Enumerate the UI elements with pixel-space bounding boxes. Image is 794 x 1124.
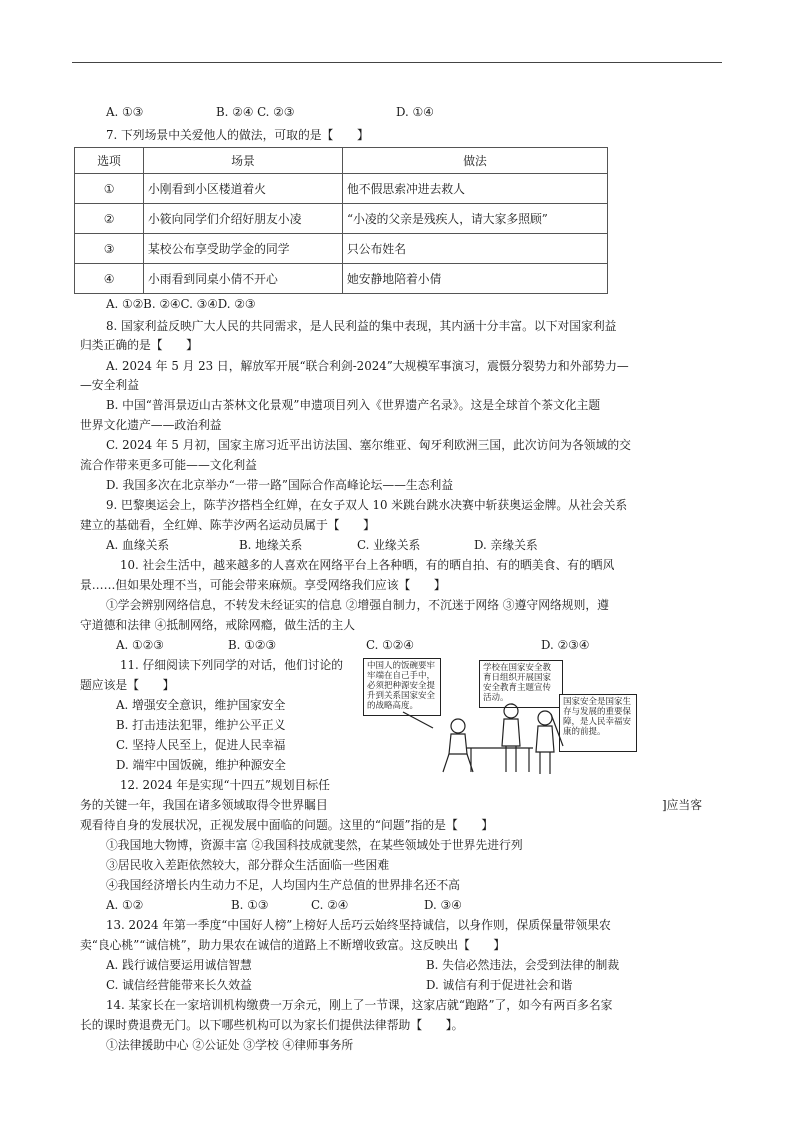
q14-stem-line: 14. 某家长在一家培训机构缴费一万余元，刚上了一节课，这家店就“跑路”了，如今有两百多名家 xyxy=(106,998,613,1012)
q7-options: A. ①②B. ②④C. ③④D. ②③ xyxy=(106,297,256,311)
q8-option-c-cont: 流合作带来更多可能——文化利益 xyxy=(80,458,257,472)
table-cell: 小雨看到同桌小倩不开心 xyxy=(144,264,343,294)
q8-option-a-cont: —安全利益 xyxy=(80,378,139,392)
q7-header-option: 选项 xyxy=(75,148,144,174)
q7-table xyxy=(74,147,608,294)
q10-option-d: D. ②③④ xyxy=(541,638,590,652)
table-row xyxy=(75,174,608,204)
q7-table-header xyxy=(75,148,608,174)
q12-statement: ③居民收入差距依然较大，部分群众生活面临一些困难 xyxy=(106,858,390,872)
q12-option-b: B. ①③ xyxy=(231,898,269,912)
q8-option-b-cont: 世界文化遗产——政治利益 xyxy=(80,418,222,432)
q11-option-b: B. 打击违法犯罪，维护公平正义 xyxy=(116,718,286,732)
table-cell: 某校公布享受助学金的同学 xyxy=(144,234,343,264)
q12-statement: ④我国经济增长内生动力不足，人均国内生产总值的世界排名还不高 xyxy=(106,878,460,892)
q10-stem-line: 10. 社会生活中，越来越多的人喜欢在网络平台上各种晒，有的晒自拍、有的晒美食、有的晒风 xyxy=(120,558,615,572)
q8-option-c: C. 2024 年 5 月初，国家主席习近平出访法国、塞尔维亚、匈牙利欧洲三国，此次访问为各领域的交 xyxy=(106,438,631,452)
q10-option-c: C. ①②④ xyxy=(366,638,414,652)
top-rule xyxy=(72,62,722,63)
q9-option-c: C. 业缘关系 xyxy=(357,538,421,552)
q11-stem-line: 11. 仔细阅读下列同学的对话，他们讨论的 xyxy=(120,658,344,672)
table-row xyxy=(75,204,608,234)
q9-option-d: D. 亲缘关系 xyxy=(474,538,538,552)
q8-option-b: B. 中国“普洱景迈山古茶林文化景观”申遗项目列入《世界遗产名录》。这是全球首个茶文化主题 xyxy=(106,398,601,412)
q13-stem-line: 13. 2024 年第一季度“中国好人榜”上榜好人岳巧云始终坚持诚信，以身作则，保质保量带领果农 xyxy=(106,918,611,932)
q12-stem-line: 观看待自身的发展状况，正视发展中面临的问题。这里的“问题”指的是【 】 xyxy=(80,818,494,832)
table-cell: 小筱向同学们介绍好朋友小凌 xyxy=(144,204,343,234)
q10-option-a: A. ①②③ xyxy=(116,638,164,652)
q6-option-d: D. ①④ xyxy=(396,105,434,119)
q12-stem-fragment: ]应当客 xyxy=(662,798,702,812)
table-cell: ④ xyxy=(75,264,144,294)
q11-option-c: C. 坚持人民至上，促进人民幸福 xyxy=(116,738,286,752)
q9-stem-line: 建立的基础看，全红婵、陈芋汐两名运动员属于【 】 xyxy=(80,518,375,532)
q9-option-b: B. 地缘关系 xyxy=(239,538,303,552)
speech-bubble-middle: 学校在国家安全教育日组织开展国家安全教育主题宣传活动。 xyxy=(479,660,563,708)
q12-stem-line: 12. 2024 年是实现“十四五”规划目标任 xyxy=(120,778,330,792)
q14-stem-line: 长的课时费退费无门。以下哪些机构可以为家长们提供法律帮助【 】。 xyxy=(80,1018,464,1032)
q10-option-b: B. ①②③ xyxy=(228,638,276,652)
q11-stem-line: 题应该是【 】 xyxy=(80,678,175,692)
q10-statement: ①学会辨别网络信息，不转发未经证实的信息 ②增强自制力，不沉迷于网络 ③遵守网络规则，遵 xyxy=(106,598,609,612)
table-cell: 他不假思索冲进去救人 xyxy=(343,174,608,204)
q10-statement-cont: 守道德和法律 ④抵制网络，戒除网瘾，做生活的主人 xyxy=(80,618,356,632)
q10-stem-line: 景……但如果处理不当，可能会带来麻烦。享受网络我们应该【 】 xyxy=(80,578,446,592)
q11-illustration xyxy=(363,656,657,776)
speech-bubble-right: 国家安全是国家生存与发展的重要保障，是人民幸福安康的前提。 xyxy=(559,694,637,752)
q13-option-a: A. 践行诚信要运用诚信智慧 xyxy=(106,958,252,972)
q14-statements: ①法律援助中心 ②公证处 ③学校 ④律师事务所 xyxy=(106,1038,354,1052)
q12-option-a: A. ①② xyxy=(106,898,144,912)
q12-option-c: C. ②④ xyxy=(311,898,349,912)
q8-stem-line: 8. 国家利益反映广大人民的共同需求，是人民利益的集中表现，其内涵十分丰富。以下对国家利益 xyxy=(106,319,617,333)
students-drawing xyxy=(363,656,657,776)
q8-option-d: D. 我国多次在北京举办“一带一路”国际合作高峰论坛——生态利益 xyxy=(106,478,454,492)
q6-option-a: A. ①③ xyxy=(106,105,144,119)
speech-bubble-left: 中国人的饭碗要牢牢端在自己手中，必须把种源安全提升到关系国家安全的战略高度。 xyxy=(363,658,441,716)
q8-option-a: A. 2024 年 5 月 23 日，解放军开展“联合利剑-2024”大规模军事演习，震慑分裂势力和外部势力— xyxy=(106,359,629,373)
table-row xyxy=(75,264,608,294)
table-row xyxy=(75,234,608,264)
table-cell: 只公布姓名 xyxy=(343,234,608,264)
q12-option-d: D. ③④ xyxy=(424,898,462,912)
q7-stem: 7. 下列场景中关爱他人的做法，可取的是【 】 xyxy=(106,128,369,142)
table-cell: ① xyxy=(75,174,144,204)
q12-stem-line: 务的关键一年，我国在诸多领域取得令世界瞩目 xyxy=(80,798,328,812)
q7-header-scene: 场景 xyxy=(144,148,343,174)
table-cell: “小凌的父亲是残疾人，请大家多照顾” xyxy=(343,204,608,234)
q12-statement: ①我国地大物博，资源丰富 ②我国科技成就斐然，在某些领域处于世界先进行列 xyxy=(106,838,523,852)
q9-stem-line: 9. 巴黎奥运会上，陈芋汐搭档全红婵，在女子双人 10 米跳台跳水决赛中斩获奥运金牌。从社会关系 xyxy=(106,498,628,512)
q13-option-b: B. 失信必然违法，会受到法律的制裁 xyxy=(426,958,620,972)
q8-stem-line: 归类正确的是【 】 xyxy=(80,338,198,352)
table-cell: 她安静地陪着小倩 xyxy=(343,264,608,294)
table-cell: ③ xyxy=(75,234,144,264)
q13-option-c: C. 诚信经营能带来长久效益 xyxy=(106,978,252,992)
q6-option-bc: B. ②④ C. ②③ xyxy=(216,105,295,119)
q7-header-action: 做法 xyxy=(343,148,608,174)
table-cell: 小刚看到小区楼道着火 xyxy=(144,174,343,204)
q13-stem-line: 卖“良心桃”“诚信桃”，助力果农在诚信的道路上不断增收致富。这反映出【 】 xyxy=(80,938,506,952)
q9-option-a: A. 血缘关系 xyxy=(106,538,170,552)
table-cell: ② xyxy=(75,204,144,234)
q11-option-a: A. 增强安全意识，维护国家安全 xyxy=(116,698,286,712)
q11-option-d: D. 端牢中国饭碗，维护种源安全 xyxy=(116,758,286,772)
q13-option-d: D. 诚信有利于促进社会和谐 xyxy=(426,978,573,992)
